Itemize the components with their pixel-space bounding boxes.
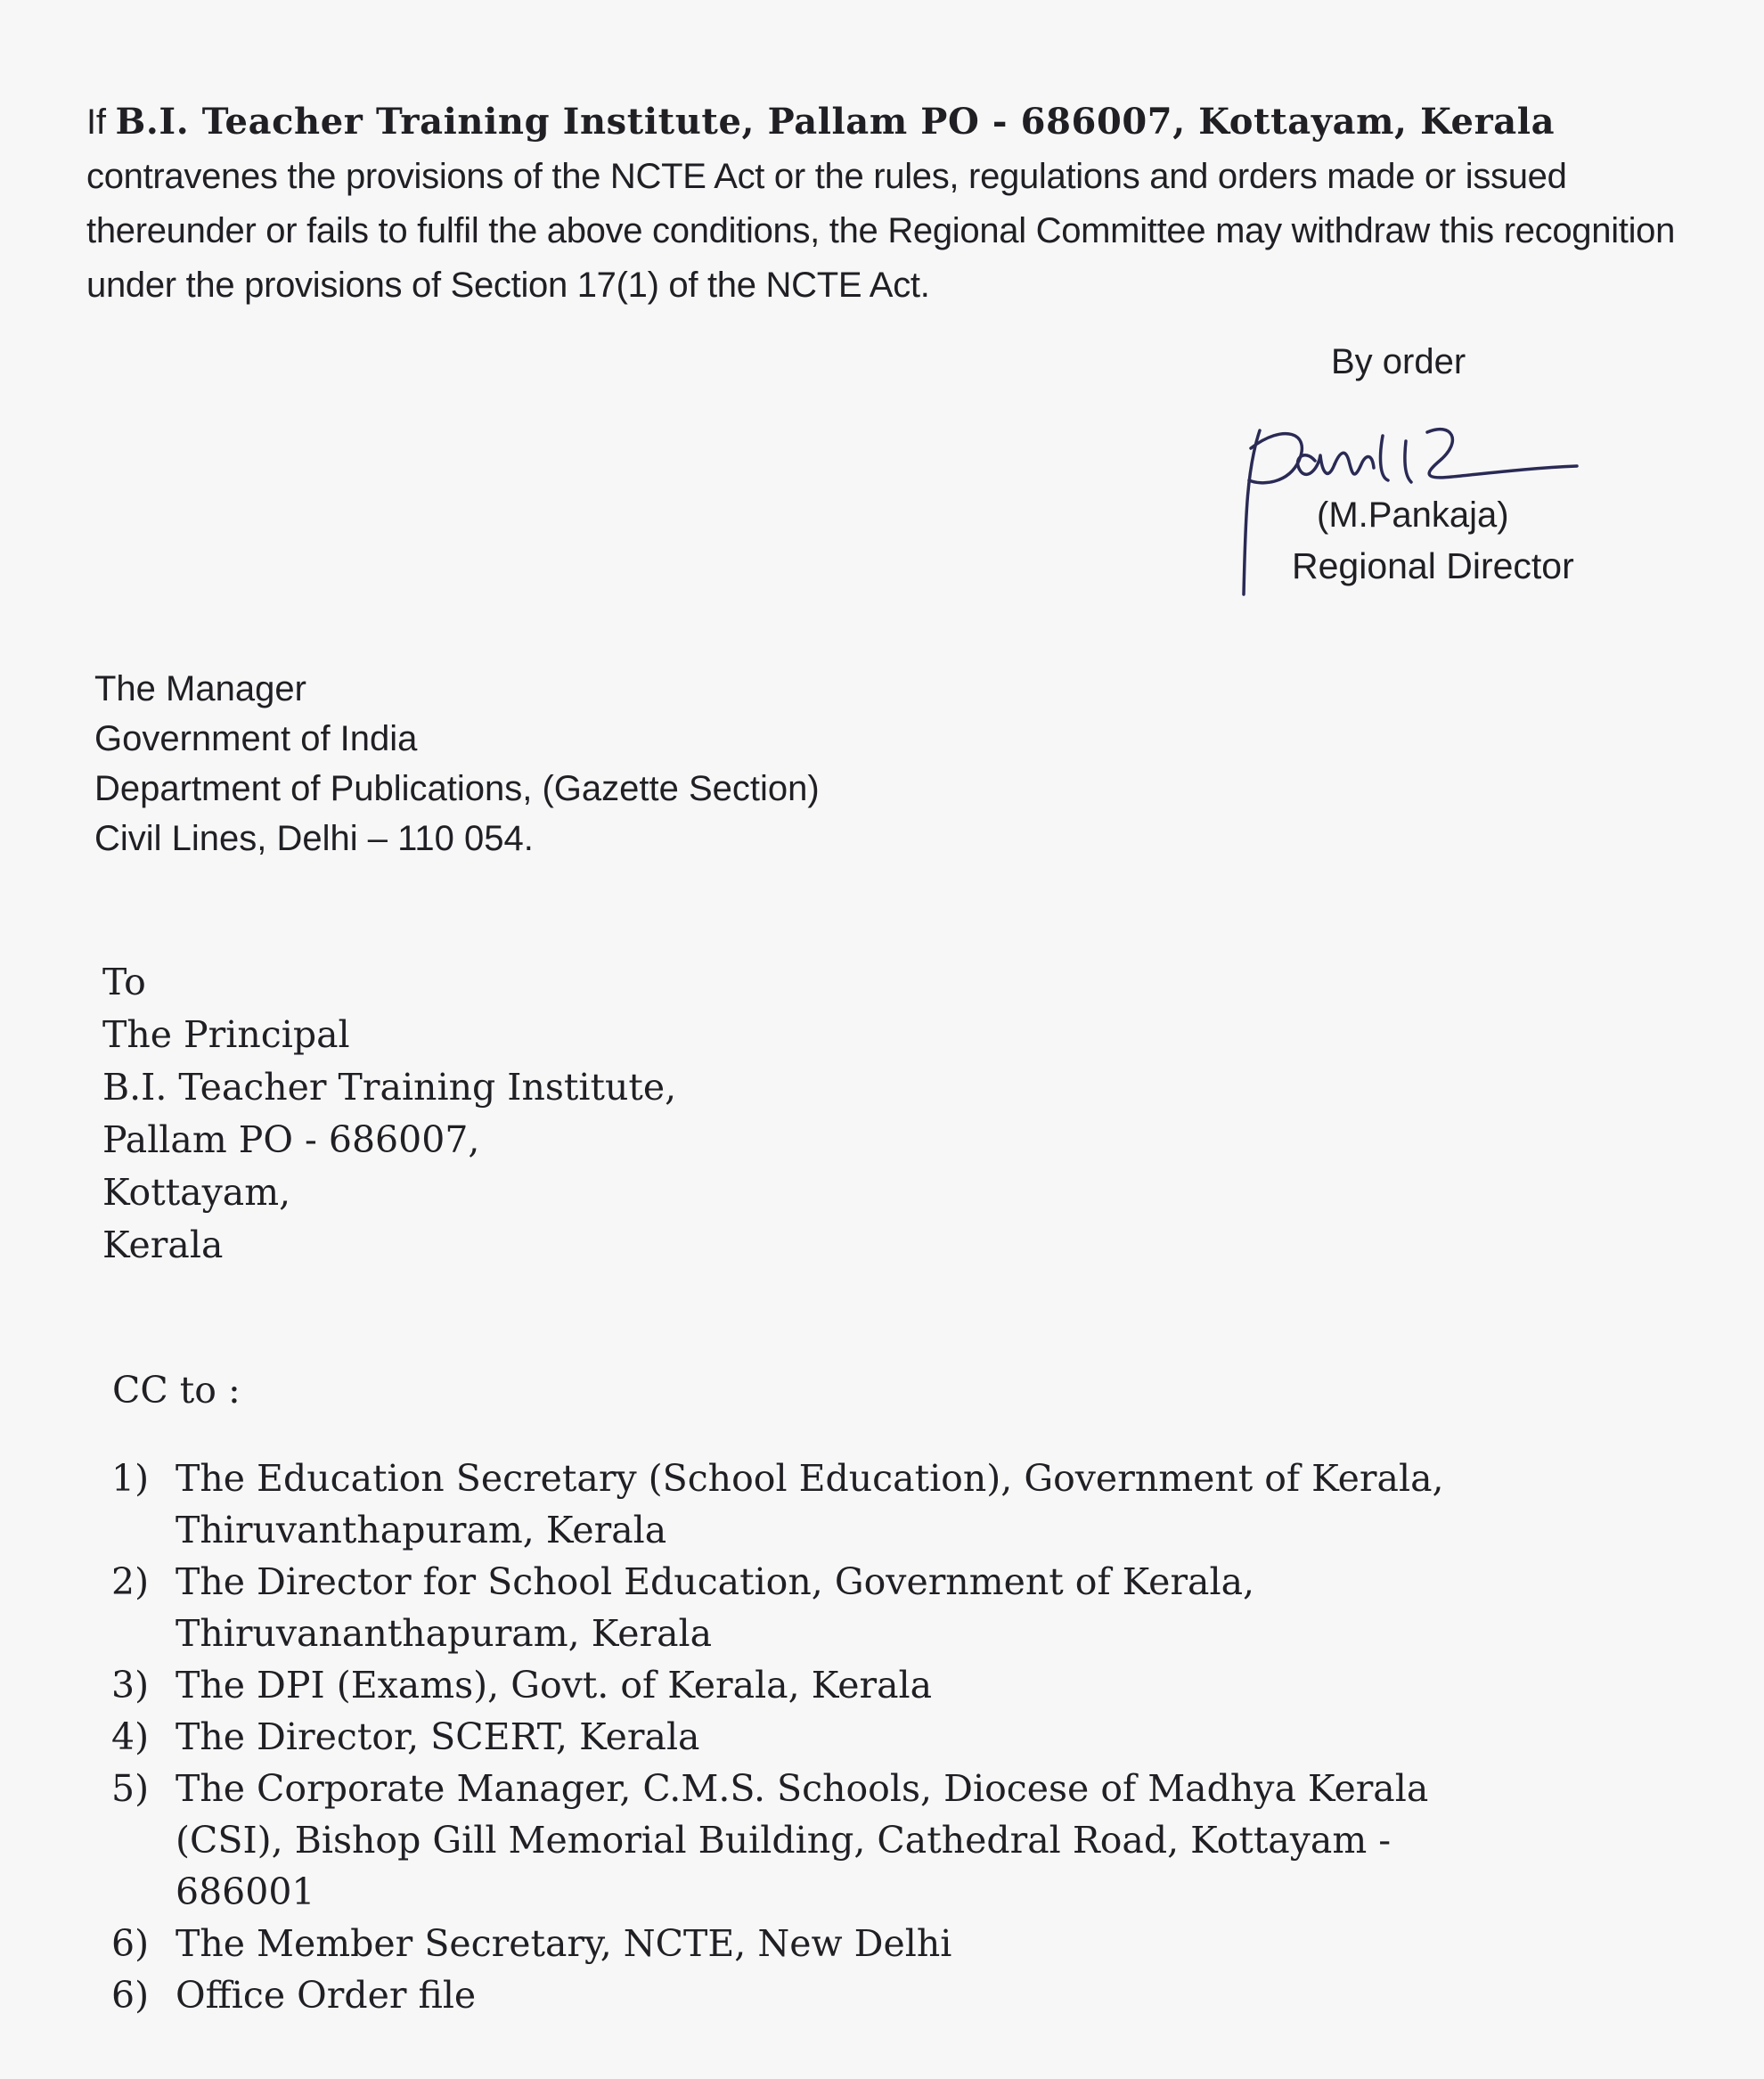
- cc-item-line: The Director, SCERT, Kerala: [176, 1715, 700, 1758]
- cc-item-line: Office Order file: [176, 1974, 477, 2017]
- cc-list-item: [111, 1453, 1679, 1556]
- cc-item-line: The Member Secretary, NCTE, New Delhi: [176, 1922, 952, 1965]
- cc-list-item: [111, 1556, 1679, 1659]
- cc-item-number: 1): [111, 1457, 150, 1500]
- cc-list-item: [111, 1969, 1679, 2021]
- cc-item-line: The Education Secretary (School Education), Government of Kerala,: [176, 1457, 1444, 1500]
- bleed-through-text: [802, 544, 814, 597]
- cc-list-item: [111, 1711, 1679, 1763]
- address-line: Department of Publications, (Gazette Section): [94, 769, 820, 808]
- cc-item-line: (CSI), Bishop Gill Memorial Building, Cathedral Road, Kottayam -: [176, 1819, 1392, 1862]
- cc-item-number: 6): [111, 1974, 150, 2017]
- paragraph-lead: If: [86, 102, 116, 142]
- cc-item-line: The Corporate Manager, C.M.S. Schools, Diocese of Madhya Kerala: [176, 1767, 1429, 1810]
- cc-item-number: 3): [111, 1664, 150, 1707]
- institute-name: B.I. Teacher Training Institute, Pallam PO - 686007, Kottayam, Kerala: [115, 101, 1556, 143]
- cc-item-number: 6): [111, 1922, 150, 1965]
- cc-list-item: [111, 1763, 1679, 1918]
- cc-item-number: 5): [111, 1767, 150, 1810]
- cc-item-line: Thiruvananthapuram, Kerala: [176, 1612, 713, 1655]
- to-label: To: [102, 961, 146, 1003]
- cc-item-number: 4): [111, 1715, 150, 1758]
- paragraph-body: contravenes the provisions of the NCTE Act or the rules, regulations and orders made or issued thereunder or fails to fulfil the above conditions, the Regional Committee may withdraw this recognition under the provisions of Section 17(1) of the NCTE Act.: [86, 157, 1676, 305]
- cc-item-line: The Director for School Education, Government of Kerala,: [176, 1560, 1255, 1603]
- cc-item-line: The DPI (Exams), Govt. of Kerala, Kerala: [176, 1664, 933, 1707]
- recipient-address: [102, 956, 676, 1272]
- cc-item-line: Thiruvanthapuram, Kerala: [176, 1509, 667, 1551]
- address-line: The Manager: [94, 669, 306, 708]
- signatory-designation: Regional Director: [1292, 545, 1574, 586]
- withdrawal-paragraph: [86, 94, 1690, 313]
- cc-list: [111, 1453, 1679, 2021]
- recipient-line: Pallam PO - 686007,: [102, 1118, 480, 1161]
- recipient-line: The Principal: [102, 1013, 350, 1056]
- cc-item-line: 686001: [176, 1870, 315, 1913]
- address-line: Government of India: [94, 719, 418, 758]
- recipient-line: Kerala: [102, 1224, 224, 1266]
- cc-list-item: [111, 1659, 1679, 1711]
- recipient-line: Kottayam,: [102, 1171, 291, 1214]
- manager-address: [94, 664, 820, 864]
- by-order-label: By order: [1331, 342, 1466, 381]
- signatory-name: (M.Pankaja): [1317, 495, 1509, 535]
- recipient-line: B.I. Teacher Training Institute,: [102, 1066, 677, 1109]
- address-line: Civil Lines, Delhi – 110 054.: [94, 819, 534, 858]
- cc-list-item: [111, 1918, 1679, 1969]
- cc-label: CC to :: [112, 1369, 241, 1412]
- cc-item-number: 2): [111, 1560, 150, 1603]
